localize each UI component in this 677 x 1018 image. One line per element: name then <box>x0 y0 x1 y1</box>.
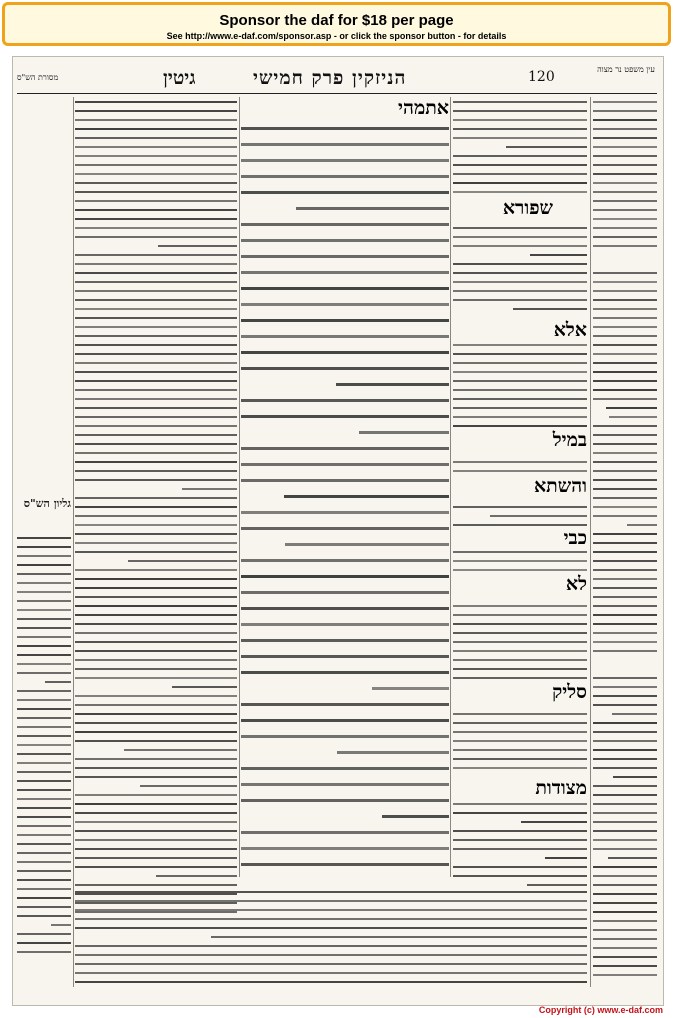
sponsor-title[interactable]: Sponsor the daf for $18 per page <box>219 12 454 29</box>
margin-divider-left <box>73 97 74 987</box>
bottom-commentary <box>75 887 587 987</box>
rashi-dibur-3: במיל <box>549 429 587 451</box>
rashi-dibur-5: כבי <box>560 527 587 549</box>
column-divider-right <box>450 97 451 877</box>
gemara-opening-word: אתמהי <box>394 97 449 119</box>
gemara-column <box>241 97 449 877</box>
tractate-header: גיטין <box>163 67 196 89</box>
ein-mishpat-column <box>593 97 657 977</box>
ein-mishpat-header: עין משפט נר מצוה <box>597 65 655 74</box>
copyright-notice[interactable]: Copyright (c) www.e-daf.com <box>538 1005 663 1015</box>
mesorah-column <box>17 97 71 977</box>
rashi-dibur-6: לא <box>562 573 587 595</box>
sponsor-banner[interactable] <box>2 2 671 46</box>
mesorah-header: מסורת הש"ס <box>17 73 59 82</box>
rashi-dibur-7: סליק <box>548 681 587 703</box>
column-divider-left <box>239 97 240 877</box>
sponsor-subtitle: See http://www.e-daf.com/sponsor.asp - or click the sponsor button - for details <box>166 31 507 41</box>
rashi-dibur-2: אלא <box>550 319 587 341</box>
rashi-dibur-1: שפורא <box>499 197 553 219</box>
margin-divider-right <box>590 97 591 987</box>
bottom-commentary-text <box>75 887 587 987</box>
gilyon-title: גליון הש"ס <box>23 497 71 510</box>
rashi-column <box>453 97 587 887</box>
perek-header: הניזקין פרק חמישי <box>253 67 407 89</box>
tosafot-text <box>75 97 237 917</box>
mesorah-text <box>17 97 71 977</box>
rashi-dibur-8: מצודות <box>531 777 587 799</box>
talmud-page <box>12 56 664 1006</box>
gemara-text <box>241 97 449 877</box>
header-rule <box>17 93 657 94</box>
page-number: 120 <box>528 69 555 85</box>
rashi-dibur-4: והשתא <box>530 475 587 497</box>
tosafot-column <box>75 97 237 917</box>
ein-mishpat-text <box>593 97 657 977</box>
